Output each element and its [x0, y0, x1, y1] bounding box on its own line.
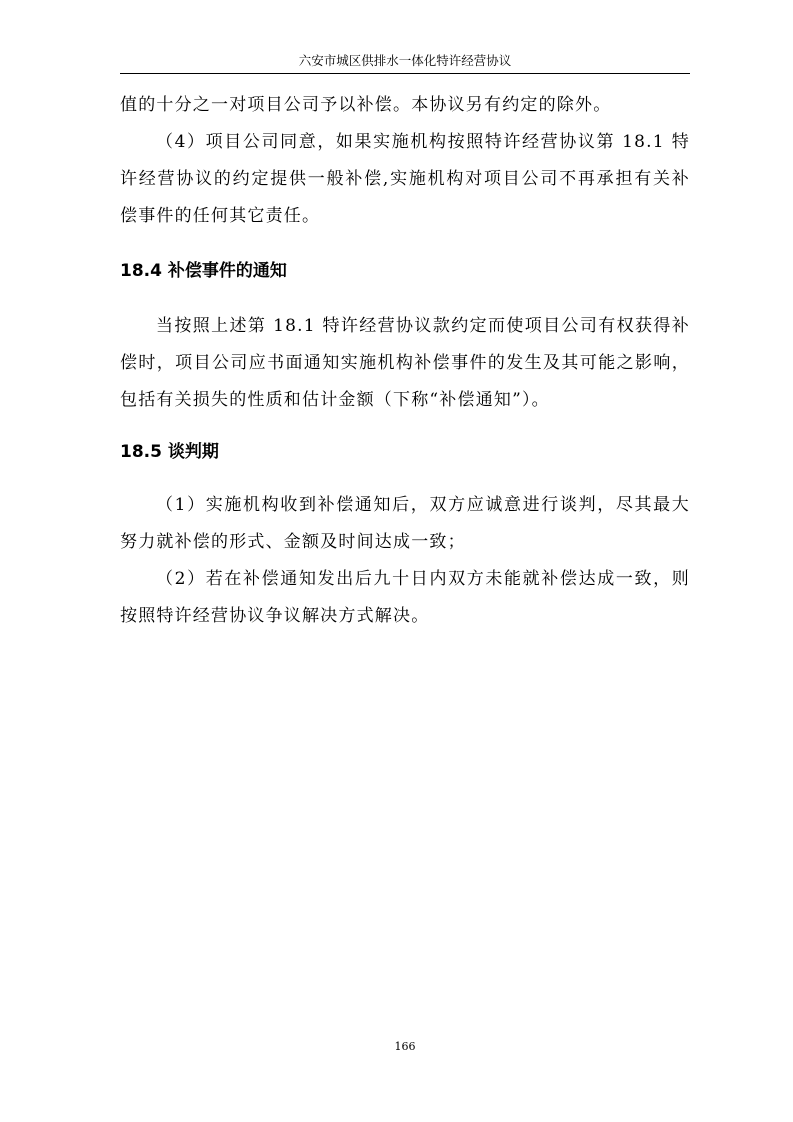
paragraph-item-1: [120, 487, 690, 561]
paragraph-item-2: [120, 561, 690, 635]
paragraph-text: （1）实施机构收到补偿通知后，双方应诚意进行谈判，尽其最大努力就补偿的形式、金额及时间达成一致；: [120, 495, 690, 552]
paragraph-text: 值的十分之一对项目公司予以补偿。本协议另有约定的除外。: [120, 95, 612, 115]
running-header-title: 六安市城区供排水一体化特许经营协议: [298, 53, 512, 68]
paragraph-text: 当按照上述第 18.1 特许经营协议款约定而使项目公司有权获得补偿时，项目公司应书面通知实施机构补偿事件的发生及其可能之影响，包括有关损失的性质和估计金额（下称“补偿通知”）。: [120, 316, 690, 410]
paragraph-continuation: [120, 87, 690, 124]
header-divider: [120, 73, 690, 74]
paragraph-text: （2）若在补偿通知发出后九十日内双方未能就补偿达成一致，则按照特许经营协议争议解决方式解决。: [120, 569, 690, 626]
section-heading-18-4: 18.4 补偿事件的通知: [120, 261, 287, 281]
page-number: 166: [394, 1040, 416, 1053]
paragraph-notice: [120, 308, 690, 419]
paragraph-text: （4）项目公司同意，如果实施机构按照特许经营协议第 18.1 特许经营协议的约定提供一般补偿,实施机构对项目公司不再承担有关补偿事件的任何其它责任。: [120, 132, 690, 226]
paragraph-item-4: [120, 124, 690, 235]
section-heading-18-5: 18.5 谈判期: [120, 442, 219, 462]
